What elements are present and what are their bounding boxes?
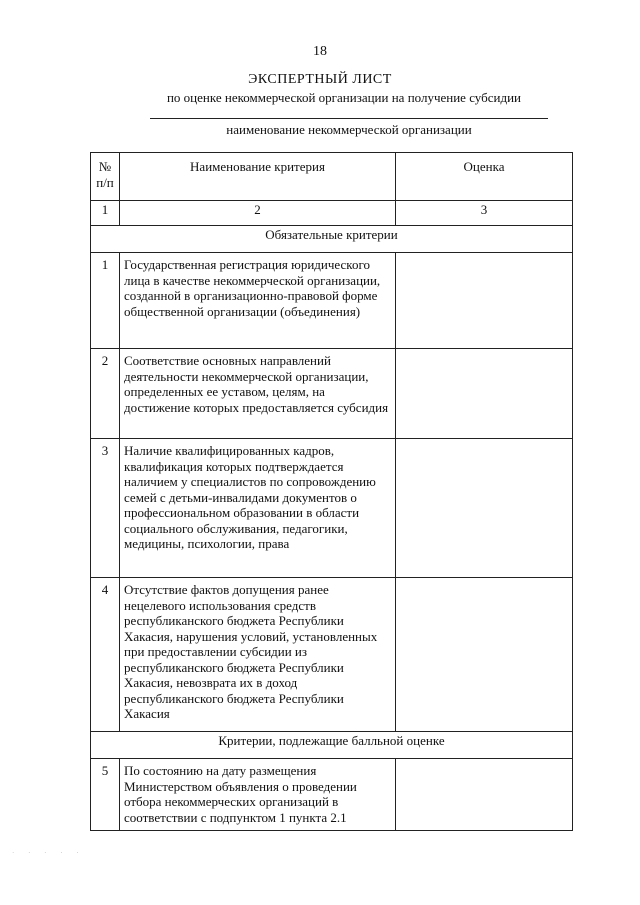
column-number: 3 bbox=[396, 201, 573, 226]
row-number: 4 bbox=[91, 578, 120, 732]
row-number: 2 bbox=[91, 349, 120, 439]
table-row bbox=[91, 759, 573, 831]
column-numbers-row bbox=[91, 201, 573, 226]
criterion-text: Наличие квалифицированных кадров, квалификация которых подтверждается наличием у специалистов по сопровождению семей с детьми-инвалидами документов о профессиональном образовании в области социального обслуживания, педагогики, медицины, психологии, права bbox=[120, 439, 396, 578]
section-title: Критерии, подлежащие балльной оценке bbox=[91, 732, 573, 759]
header-score: Оценка bbox=[396, 153, 573, 201]
score-cell[interactable] bbox=[396, 253, 573, 349]
header-num: № п/п bbox=[91, 153, 120, 201]
header-criterion: Наименование критерия bbox=[120, 153, 396, 201]
table-row bbox=[91, 253, 573, 349]
criterion-text: Отсутствие фактов допущения ранее нецелевого использования средств республиканского бюджета Республики Хакасия, нарушения условий, установленных при предоставлении субсидии из республиканского бюджета Республики Хакасия, невозврата их в доход республиканского бюджета Республики Хакасия bbox=[120, 578, 396, 732]
section-row-mandatory bbox=[91, 226, 573, 253]
document-title: ЭКСПЕРТНЫЙ ЛИСТ bbox=[248, 72, 392, 87]
table-row bbox=[91, 439, 573, 578]
column-number: 2 bbox=[120, 201, 396, 226]
criterion-text: Соответствие основных направлений деятельности некоммерческой организации, определенных ее уставом, целям, на достижение которых предоставляется субсидия bbox=[120, 349, 396, 439]
score-cell[interactable] bbox=[396, 349, 573, 439]
score-cell[interactable] bbox=[396, 439, 573, 578]
table-header-row bbox=[91, 153, 573, 201]
organization-name-caption: наименование некоммерческой организации bbox=[226, 122, 472, 137]
page-number: 18 bbox=[313, 44, 327, 59]
criterion-text: По состоянию на дату размещения Министерством объявления о проведении отбора некоммерческих организаций в соответствии с подпунктом 1 пункта 2.1 bbox=[120, 759, 396, 831]
row-number: 5 bbox=[91, 759, 120, 831]
criterion-text: Государственная регистрация юридического лица в качестве некоммерческой организации, созданной в организационно-правовой форме общественной организации (объединения) bbox=[120, 253, 396, 349]
table-row bbox=[91, 349, 573, 439]
document-subtitle: по оценке некоммерческой организации на получение субсидии bbox=[166, 90, 522, 105]
organization-name-line bbox=[150, 118, 548, 119]
column-number: 1 bbox=[91, 201, 120, 226]
row-number: 3 bbox=[91, 439, 120, 578]
score-cell[interactable] bbox=[396, 578, 573, 732]
score-cell[interactable] bbox=[396, 759, 573, 831]
section-row-scored bbox=[91, 732, 573, 759]
row-number: 1 bbox=[91, 253, 120, 349]
criteria-table bbox=[90, 152, 573, 831]
section-title: Обязательные критерии bbox=[91, 226, 573, 253]
scan-speck: · · · · · bbox=[12, 849, 85, 857]
table-row bbox=[91, 578, 573, 732]
